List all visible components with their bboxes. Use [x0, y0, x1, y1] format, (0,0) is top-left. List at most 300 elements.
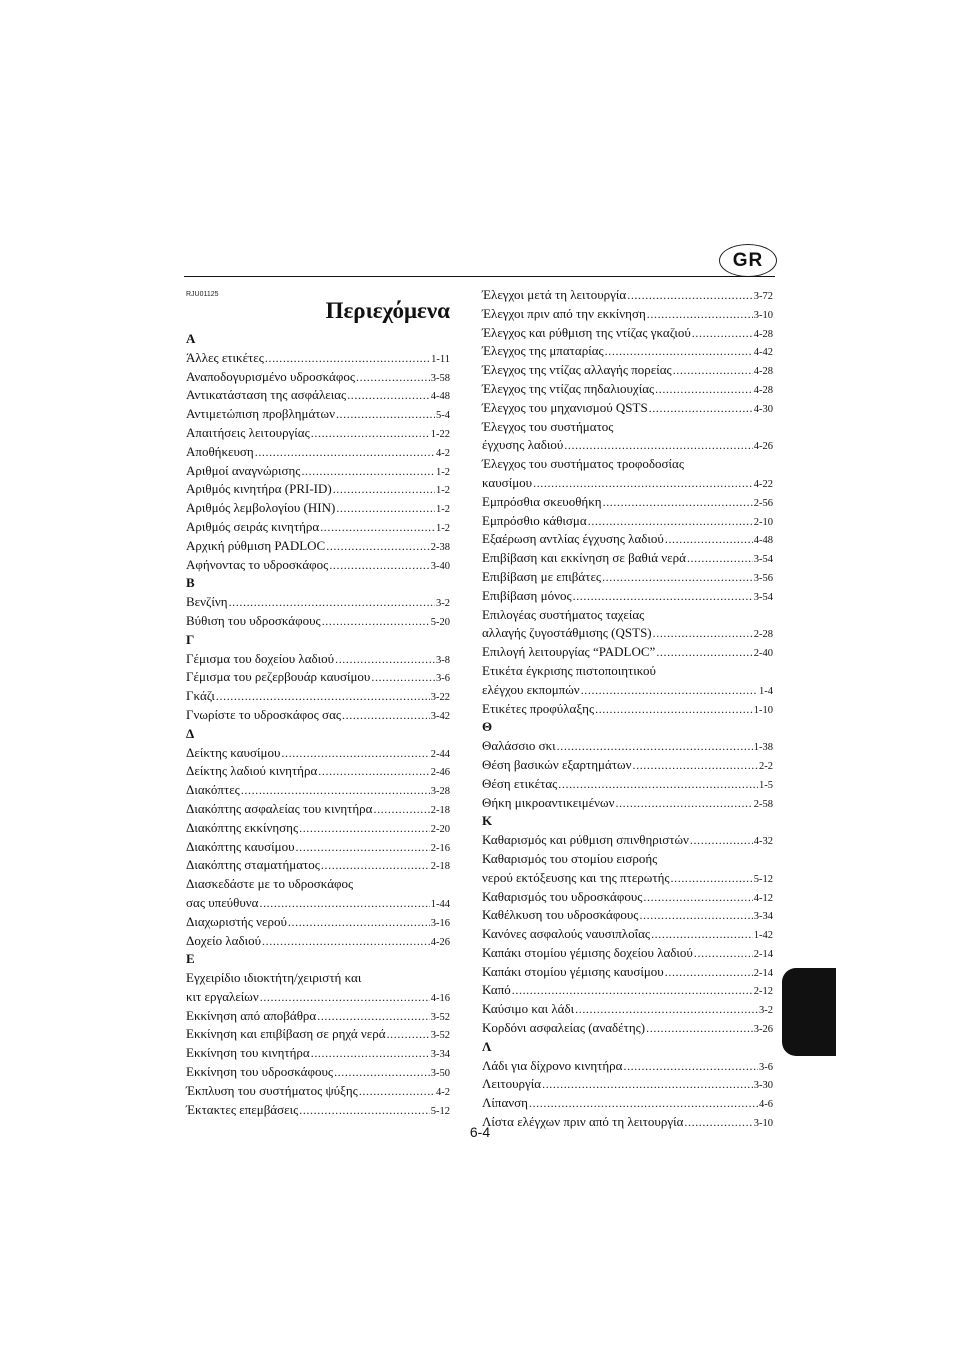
entry-title: Επιβίβαση με επιβάτες — [482, 568, 602, 584]
index-entry — [186, 819, 450, 838]
entry-title: Αποθήκευση — [186, 443, 254, 459]
dot-leader — [687, 549, 753, 568]
entry-page: 2-2 — [759, 760, 773, 772]
dot-leader — [334, 1063, 430, 1082]
dot-leader — [581, 681, 758, 700]
index-entry — [186, 668, 450, 687]
entry-page: 4-28 — [753, 328, 773, 340]
entry-page: 1-2 — [436, 466, 450, 478]
index-entry — [186, 556, 450, 575]
entry-title: Δοχείο λαδιού — [186, 932, 262, 948]
entry-page: 5-4 — [436, 410, 450, 422]
index-entry — [482, 587, 773, 606]
index-entry — [482, 869, 773, 888]
entry-title: Θέση ετικέτας — [482, 775, 558, 791]
entry-title: Διακόπτης ασφαλείας του κινητήρα — [186, 800, 373, 816]
index-entry — [482, 963, 773, 982]
entry-title: Απαιτήσεις λειτουργίας — [186, 424, 310, 440]
entry-title: Έλεγχοι πριν από την εκκίνηση — [482, 305, 646, 321]
index-entry — [186, 480, 450, 499]
entry-title: Εκκίνηση και επιβίβαση σε ρηχά νερά — [186, 1026, 386, 1042]
entry-title: Αριθμός λεμβολογίου (HIN) — [186, 500, 336, 516]
entry-title: Έκπλυση του συστήματος ψύξης — [186, 1082, 358, 1098]
entry-page: 3-40 — [430, 560, 450, 572]
section-letter: Λ — [482, 1038, 492, 1054]
entry-page: 2-14 — [753, 948, 773, 960]
index-entry — [482, 624, 773, 643]
index-entry — [482, 831, 773, 850]
dot-leader — [322, 612, 430, 631]
entry-page: 3-2 — [759, 1005, 773, 1017]
index-entry — [186, 894, 450, 913]
entry-title: Εμπρόσθια σκευοθήκη — [482, 493, 602, 509]
entry-page: 4-2 — [436, 1086, 450, 1098]
entry-page: 4-6 — [759, 1099, 773, 1111]
index-entry — [186, 499, 450, 518]
index-entry — [186, 744, 450, 763]
dot-leader — [639, 906, 752, 925]
index-entry-line: Επιλογέας συστήματος ταχείας — [482, 606, 645, 622]
entry-page: 3-10 — [753, 1118, 773, 1130]
index-entry-line: Διασκεδάστε με το υδροσκάφος — [186, 876, 354, 892]
index-entry — [482, 305, 773, 324]
dot-leader — [288, 913, 430, 932]
dot-leader — [299, 819, 430, 838]
entry-page: 4-22 — [753, 478, 773, 490]
index-entry — [186, 1044, 450, 1063]
index-entry — [482, 530, 773, 549]
index-entry — [186, 762, 450, 781]
entry-title: Επιλογή λειτουργίας “PADLOC” — [482, 644, 656, 660]
entry-page: 3-6 — [759, 1061, 773, 1073]
entry-title: Βύθιση του υδροσκάφους — [186, 612, 321, 628]
entry-title: Έλεγχος του μηχανισμού QSTS — [482, 399, 648, 415]
dot-leader — [653, 624, 753, 643]
entry-page: 3-8 — [436, 654, 450, 666]
index-entry-line: Εγχειρίδιο ιδιοκτήτη/χειριστή και — [186, 970, 362, 986]
entry-title: Διακόπτες — [186, 782, 240, 798]
entry-title: Αριθμός κινητήρα (PRI-ID) — [186, 481, 332, 497]
entry-title: Κορδόνι ασφαλείας (αναδέτης) — [482, 1020, 646, 1036]
entry-title: Αντιμετώπιση προβλημάτων — [186, 406, 335, 422]
entry-title: Λίπανση — [482, 1095, 528, 1111]
entry-page: 4-42 — [753, 347, 773, 359]
entry-title: Καπάκι στομίου γέμισης δοχείου λαδιού — [482, 944, 693, 960]
dot-leader — [301, 462, 435, 481]
index-entry — [186, 368, 450, 387]
entry-page: 2-14 — [753, 967, 773, 979]
dot-leader — [643, 888, 752, 907]
section-letter: Α — [186, 331, 196, 346]
entry-title: σας υπεύθυνα — [186, 894, 259, 910]
index-entry — [186, 537, 450, 556]
index-entry — [482, 512, 773, 531]
entry-page: 2-40 — [753, 648, 773, 660]
entry-title: Θέση βασικών εξαρτημάτων — [482, 756, 632, 772]
entry-page: 3-30 — [753, 1080, 773, 1092]
index-entry — [482, 380, 773, 399]
index-entry — [186, 612, 450, 631]
index-entry — [186, 856, 450, 875]
dot-leader — [347, 386, 430, 405]
index-entry — [482, 643, 773, 662]
dot-leader — [564, 436, 752, 455]
dot-leader — [299, 1101, 430, 1120]
language-badge: GR — [719, 244, 777, 277]
entry-title: Γέμισμα του δοχείου λαδιού — [186, 650, 335, 666]
entry-page: 3-54 — [753, 554, 773, 566]
entry-page: 3-42 — [430, 710, 450, 722]
dot-leader — [647, 305, 753, 324]
entry-title: Λίστα ελέγχων πριν από τη λειτουργία — [482, 1114, 684, 1130]
dot-leader — [336, 405, 435, 424]
dot-leader — [216, 687, 430, 706]
dot-leader — [602, 568, 753, 587]
dot-leader — [573, 587, 753, 606]
entry-page: 4-26 — [430, 936, 450, 948]
entry-title: Έκτακτες επεμβάσεις — [186, 1101, 299, 1117]
entry-title: Έλεγχος της μπαταρίας — [482, 343, 604, 359]
index-entry — [482, 737, 773, 756]
entry-page: 4-32 — [753, 836, 773, 848]
index-entry — [186, 1007, 450, 1026]
entry-page: 1-11 — [431, 353, 450, 365]
entry-title: Δείκτης λαδιού κινητήρα — [186, 763, 318, 779]
dot-leader — [665, 530, 753, 549]
entry-title: Γκάζι — [186, 688, 215, 704]
entry-title: Ετικέτες προφύλαξης — [482, 700, 595, 716]
dot-leader — [320, 518, 435, 537]
entry-page: 3-50 — [430, 1068, 450, 1080]
dot-leader — [656, 643, 752, 662]
index-entry — [186, 913, 450, 932]
entry-page: 3-16 — [430, 917, 450, 929]
entry-page: 1-38 — [753, 742, 773, 754]
index-entry-line: Έλεγχος του συστήματος τροφοδοσίας — [482, 456, 685, 472]
dot-leader — [342, 706, 430, 725]
index-entry — [482, 324, 773, 343]
entry-title: Αντικατάσταση της ασφάλειας — [186, 387, 347, 403]
entry-title: Λάδι για δίχρονο κινητήρα — [482, 1057, 623, 1073]
entry-page: 2-16 — [430, 842, 450, 854]
index-entry — [186, 650, 450, 669]
entry-page: 4-30 — [753, 403, 773, 415]
entry-page: 5-20 — [430, 616, 450, 628]
dot-leader — [281, 744, 429, 763]
entry-page: 3-28 — [430, 786, 450, 798]
entry-page: 1-22 — [430, 428, 450, 440]
entry-page: 2-28 — [753, 629, 773, 641]
dot-leader — [542, 1075, 753, 1094]
entry-title: Γέμισμα του ρεζερβουάρ καυσίμου — [186, 669, 371, 685]
index-entry — [186, 988, 450, 1007]
dot-leader — [690, 831, 753, 850]
dot-leader — [529, 1094, 758, 1113]
entry-page: 3-2 — [436, 598, 450, 610]
entry-title: Αναποδογυρισμένο υδροσκάφος — [186, 368, 355, 384]
entry-title: Καπάκι στομίου γέμισης καυσίμου — [482, 963, 664, 979]
index-entry — [482, 681, 773, 700]
entry-title: Λειτουργία — [482, 1076, 542, 1092]
entry-page: 4-2 — [436, 447, 450, 459]
entry-page: 1-42 — [753, 930, 773, 942]
entry-title: Διαχωριστής νερού — [186, 913, 287, 929]
dot-leader — [627, 286, 753, 305]
header-rule — [184, 276, 775, 277]
entry-page: 3-10 — [753, 309, 773, 321]
dot-leader — [265, 349, 430, 368]
entry-page: 1-4 — [759, 685, 773, 697]
entry-page: 1-2 — [436, 504, 450, 516]
section-letter: Γ — [186, 631, 195, 647]
index-entry — [186, 706, 450, 725]
index-entry — [482, 568, 773, 587]
entry-page: 4-16 — [430, 992, 450, 1004]
index-entry — [482, 549, 773, 568]
entry-page: 4-12 — [753, 892, 773, 904]
dot-leader — [373, 800, 429, 819]
index-entry — [186, 405, 450, 424]
dot-leader — [387, 1025, 430, 1044]
page-title: Περιεχόμενα — [325, 298, 450, 323]
entry-page: 4-28 — [753, 366, 773, 378]
index-entry — [482, 1019, 773, 1038]
section-letter: Δ — [186, 725, 195, 741]
index-entry — [482, 493, 773, 512]
dot-leader — [557, 737, 753, 756]
entry-title: Διακόπτης καυσίμου — [186, 838, 295, 854]
index-entry — [186, 1025, 450, 1044]
entry-title: Καύσιμο και λάδι — [482, 1001, 575, 1017]
section-letter: Κ — [482, 813, 493, 829]
dot-leader — [229, 593, 435, 612]
dot-leader — [655, 380, 753, 399]
dot-leader — [321, 856, 430, 875]
index-entry-line: Έλεγχος του συστήματος — [482, 418, 614, 434]
entry-page: 3-26 — [753, 1024, 773, 1036]
entry-page: 4-48 — [430, 391, 450, 403]
entry-title: Εκκίνηση του κινητήρα — [186, 1045, 310, 1061]
index-entry — [482, 361, 773, 380]
dot-leader — [318, 762, 429, 781]
dot-leader — [333, 480, 435, 499]
section-letter: Θ — [482, 719, 493, 735]
section-letter: Ε — [186, 951, 195, 967]
entry-page: 2-46 — [430, 767, 450, 779]
dot-leader — [359, 1082, 435, 1101]
index-entry — [482, 775, 773, 794]
index-column-right — [482, 286, 773, 1132]
index-entry — [482, 1094, 773, 1113]
index-entry-line: Ετικέτα έγκρισης πιστοποιητικού — [482, 662, 656, 678]
entry-page: 2-38 — [430, 541, 450, 553]
entry-title: αλλαγής ζυγοστάθμισης (QSTS) — [482, 625, 652, 641]
entry-page: 5-12 — [430, 1105, 450, 1117]
entry-page: 2-12 — [753, 986, 773, 998]
index-entry — [482, 399, 773, 418]
entry-title: Αριθμός σειράς κινητήρα — [186, 518, 320, 534]
entry-page: 4-28 — [753, 384, 773, 396]
page-number: 6-4 — [469, 1124, 491, 1140]
entry-title: Άλλες ετικέτες — [186, 349, 264, 365]
entry-title: Εκκίνηση από αποβάθρα — [186, 1007, 317, 1023]
dot-leader — [605, 342, 753, 361]
entry-title: Εκκίνηση του υδροσκάφους — [186, 1064, 334, 1080]
entry-page: 2-18 — [430, 861, 450, 873]
entry-page: 2-10 — [753, 516, 773, 528]
dot-leader — [623, 1057, 758, 1076]
entry-title: Θαλάσσιο σκι — [482, 738, 556, 754]
dot-leader — [335, 650, 435, 669]
dot-leader — [260, 988, 430, 1007]
dot-leader — [311, 1044, 430, 1063]
entry-title: Έλεγχοι μετά τη λειτουργία — [482, 287, 627, 302]
index-entry — [482, 1057, 773, 1076]
index-entry — [186, 838, 450, 857]
index-entry — [186, 386, 450, 405]
entry-page: 3-34 — [753, 911, 773, 923]
entry-title: Καθαρισμός του υδροσκάφους — [482, 888, 643, 904]
entry-page: 5-12 — [753, 873, 773, 885]
entry-page: 3-52 — [430, 1011, 450, 1023]
entry-page: 1-2 — [436, 485, 450, 497]
index-entry — [186, 443, 450, 462]
dot-leader — [595, 700, 753, 719]
entry-title: Βενζίνη — [186, 594, 228, 610]
dot-leader — [646, 1019, 753, 1038]
entry-page: 2-18 — [430, 804, 450, 816]
dot-leader — [356, 368, 430, 387]
index-entry — [482, 888, 773, 907]
entry-title: Έλεγχος και ρύθμιση της ντίζας γκαζιού — [482, 324, 691, 340]
entry-title: Κανόνες ασφαλούς ναυσιπλοΐας — [482, 926, 651, 942]
dot-leader — [311, 424, 430, 443]
dot-leader — [241, 781, 430, 800]
index-entry — [482, 925, 773, 944]
entry-title: Δείκτης καυσίμου — [186, 744, 281, 760]
entry-page: 3-6 — [436, 673, 450, 685]
entry-title: Εξαέρωση αντλίας έγχυσης λαδιού — [482, 531, 664, 547]
index-entry — [186, 781, 450, 800]
entry-title: Επιβίβαση μόνος — [482, 587, 572, 603]
entry-page: 4-48 — [753, 535, 773, 547]
entry-title: Επιβίβαση και εκκίνηση σε βαθιά νερά — [482, 550, 686, 566]
dot-leader — [588, 512, 753, 531]
entry-page: 4-26 — [753, 441, 773, 453]
entry-title: Εμπρόσθιο κάθισμα — [482, 512, 587, 528]
entry-title: Θήκη μικροαντικειμένων — [482, 794, 615, 810]
entry-page: 3-52 — [430, 1030, 450, 1042]
entry-title: Καπό — [482, 982, 511, 998]
index-entry — [186, 1063, 450, 1082]
dot-leader — [371, 668, 435, 687]
entry-title: Αφήνοντας το υδροσκάφος — [186, 556, 329, 572]
entry-title: Αρχική ρύθμιση PADLOC — [186, 537, 326, 553]
dot-leader — [317, 1007, 430, 1026]
entry-page: 2-58 — [753, 798, 773, 810]
entry-page: 3-54 — [753, 591, 773, 603]
index-entry — [186, 593, 450, 612]
entry-title: ελέγχου εκπομπών — [482, 681, 580, 697]
section-letter: Β — [186, 575, 195, 591]
entry-page: 3-72 — [753, 291, 773, 302]
index-entry — [186, 349, 450, 368]
index-entry — [482, 700, 773, 719]
dot-leader — [603, 493, 753, 512]
dot-leader — [575, 1000, 758, 1019]
dot-leader — [512, 981, 753, 1000]
entry-page: 1-2 — [436, 522, 450, 534]
dot-leader — [673, 361, 753, 380]
dot-leader — [558, 775, 758, 794]
entry-title: Έλεγχος της ντίζας αλλαγής πορείας — [482, 362, 672, 378]
index-entry — [482, 436, 773, 455]
entry-title: έγχυσης λαδιού — [482, 437, 564, 453]
index-entry — [186, 687, 450, 706]
document-code: RJU01125 — [186, 291, 219, 298]
index-entry — [186, 1101, 450, 1120]
index-entry — [482, 981, 773, 1000]
index-entry — [482, 1075, 773, 1094]
entry-page: 1-5 — [759, 779, 773, 791]
index-column-left — [186, 330, 450, 1119]
dot-leader — [296, 838, 430, 857]
entry-page: 1-44 — [430, 898, 450, 910]
index-entry — [482, 1000, 773, 1019]
dot-leader — [633, 756, 759, 775]
entry-title: κιτ εργαλείων — [186, 988, 259, 1004]
index-entry — [482, 756, 773, 775]
index-entry — [186, 1082, 450, 1101]
dot-leader — [671, 869, 753, 888]
entry-title: νερού εκτόξευσης και της πτερωτής — [482, 869, 670, 885]
entry-title: Καθαρισμός και ρύθμιση σπινθηριστών — [482, 832, 689, 848]
entry-title: Διακόπτης σταματήματος — [186, 857, 320, 873]
index-entry — [482, 906, 773, 925]
entry-title: Γνωρίστε το υδροσκάφος σας — [186, 706, 342, 722]
entry-page: 2-56 — [753, 497, 773, 509]
index-entry — [482, 286, 773, 305]
dot-leader — [329, 556, 429, 575]
entry-title: καυσίμου — [482, 474, 533, 490]
entry-page: 3-58 — [430, 372, 450, 384]
dot-leader — [533, 474, 753, 493]
dot-leader — [259, 894, 429, 913]
entry-page: 3-34 — [430, 1049, 450, 1061]
chapter-tab — [782, 968, 836, 1056]
dot-leader — [651, 925, 753, 944]
entry-page: 2-44 — [430, 748, 450, 760]
dot-leader — [665, 963, 753, 982]
entry-page: 1-10 — [753, 704, 773, 716]
entry-title: Διακόπτης εκκίνησης — [186, 819, 299, 835]
dot-leader — [692, 324, 753, 343]
dot-leader — [255, 443, 435, 462]
index-entry — [186, 462, 450, 481]
entry-title: Αριθμοί αναγνώρισης — [186, 462, 301, 478]
index-entry — [482, 794, 773, 813]
index-entry — [186, 424, 450, 443]
entry-page: 3-22 — [430, 692, 450, 704]
dot-leader — [615, 794, 752, 813]
dot-leader — [262, 932, 430, 951]
dot-leader — [336, 499, 435, 518]
index-entry — [186, 800, 450, 819]
entry-page: 3-56 — [753, 572, 773, 584]
index-entry — [482, 342, 773, 361]
entry-title: Καθέλκυση του υδροσκάφους — [482, 907, 639, 923]
index-entry-line: Καθαρισμός του στομίου εισροής — [482, 850, 658, 866]
